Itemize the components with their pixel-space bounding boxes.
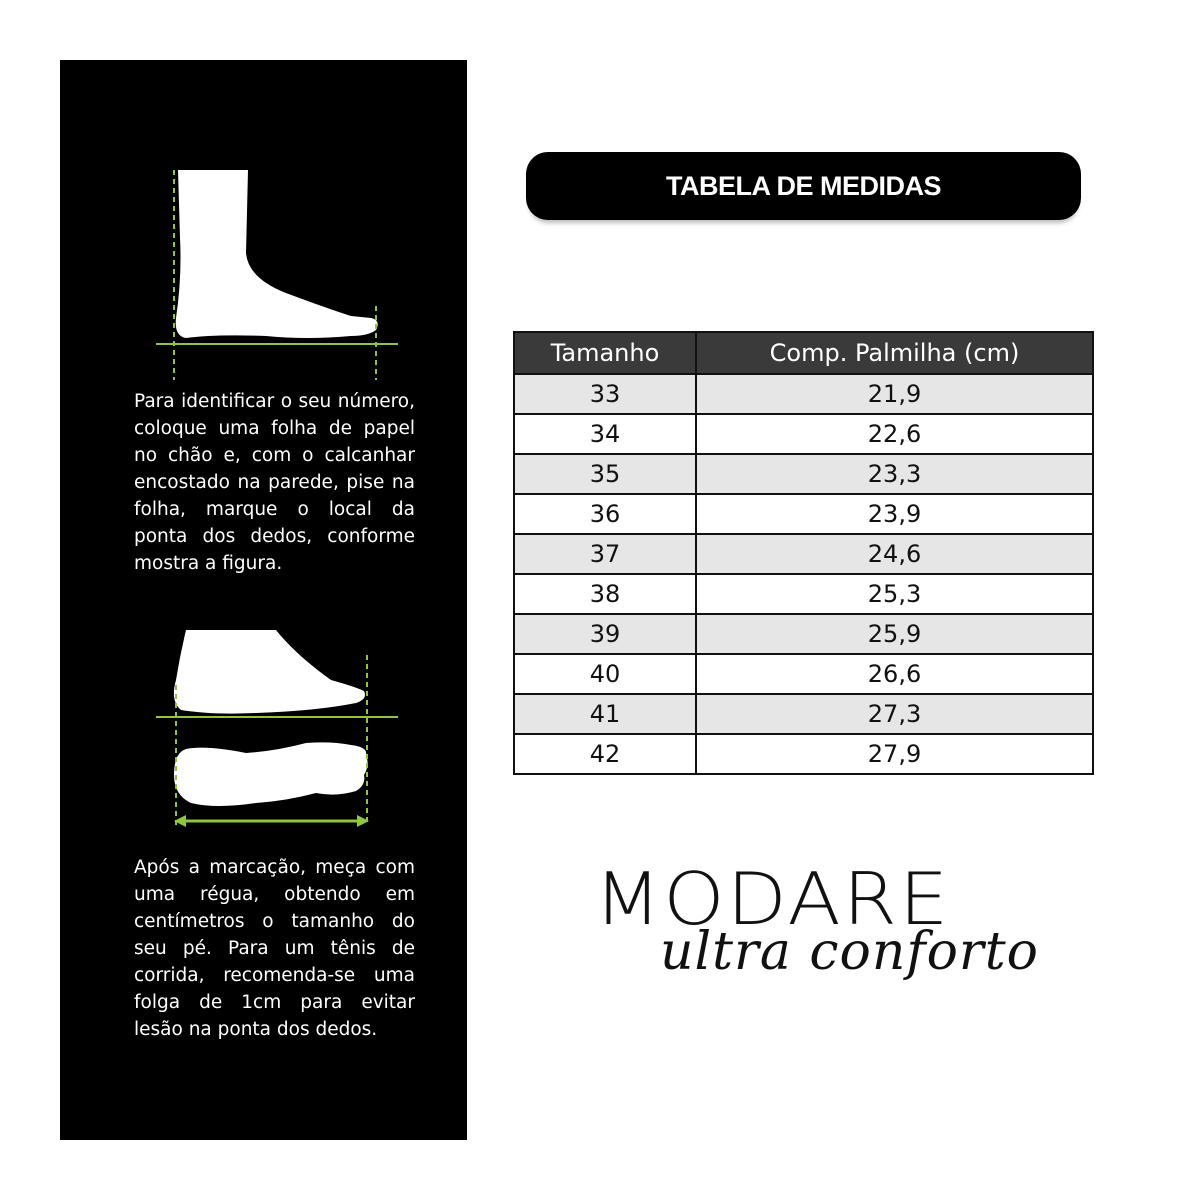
instruction-text-2: Após a marcação, meça com uma régua, obtendo em centímetros o tamanho do seu pé. Para um tênis de corrida, recomenda-se uma folga de 1cm para evitar lesão na ponta dos dedos.: [134, 857, 415, 1040]
size-cell: 34: [514, 414, 696, 454]
foot-side-view-icon: [156, 168, 406, 383]
length-cell: 27,9: [696, 734, 1093, 774]
column-header-insole-length: Comp. Palmilha (cm): [696, 332, 1093, 374]
instructions-panel: [60, 60, 467, 1140]
table-row: [514, 374, 1093, 414]
length-cell: 27,3: [696, 694, 1093, 734]
table-header-row: [514, 332, 1093, 374]
table-row: [514, 414, 1093, 454]
table-row: [514, 534, 1093, 574]
length-cell: 21,9: [696, 374, 1093, 414]
brand-logo: [560, 860, 1060, 1000]
length-cell: 24,6: [696, 534, 1093, 574]
size-cell: 39: [514, 614, 696, 654]
table-row: [514, 734, 1093, 774]
table-row: [514, 454, 1093, 494]
length-cell: 25,9: [696, 614, 1093, 654]
brand-name: MODARE: [594, 858, 951, 942]
size-cell: 41: [514, 694, 696, 734]
table-row: [514, 574, 1093, 614]
column-header-size: Tamanho: [514, 332, 696, 374]
size-cell: 38: [514, 574, 696, 614]
brand-tagline: ultra conforto: [660, 922, 1039, 982]
size-cell: 36: [514, 494, 696, 534]
length-cell: 25,3: [696, 574, 1093, 614]
length-cell: 22,6: [696, 414, 1093, 454]
foot-measure-icon: [156, 625, 406, 830]
length-cell: 26,6: [696, 654, 1093, 694]
size-cell: 35: [514, 454, 696, 494]
page-title: TABELA DE MEDIDAS: [666, 170, 941, 201]
length-cell: 23,9: [696, 494, 1093, 534]
size-cell: 42: [514, 734, 696, 774]
instruction-text-1: Para identificar o seu número, coloque uma folha de papel no chão e, com o calcanhar encostado na parede, pise na folha, marque o local da ponta dos dedos, conforme mostra a figura.: [134, 391, 415, 574]
length-cell: 23,3: [696, 454, 1093, 494]
size-cell: 33: [514, 374, 696, 414]
table-row: [514, 494, 1093, 534]
table-row: [514, 614, 1093, 654]
size-cell: 40: [514, 654, 696, 694]
size-cell: 37: [514, 534, 696, 574]
table-row: [514, 654, 1093, 694]
table-title-banner: [526, 152, 1081, 220]
table-row: [514, 694, 1093, 734]
size-table: [513, 331, 1094, 775]
